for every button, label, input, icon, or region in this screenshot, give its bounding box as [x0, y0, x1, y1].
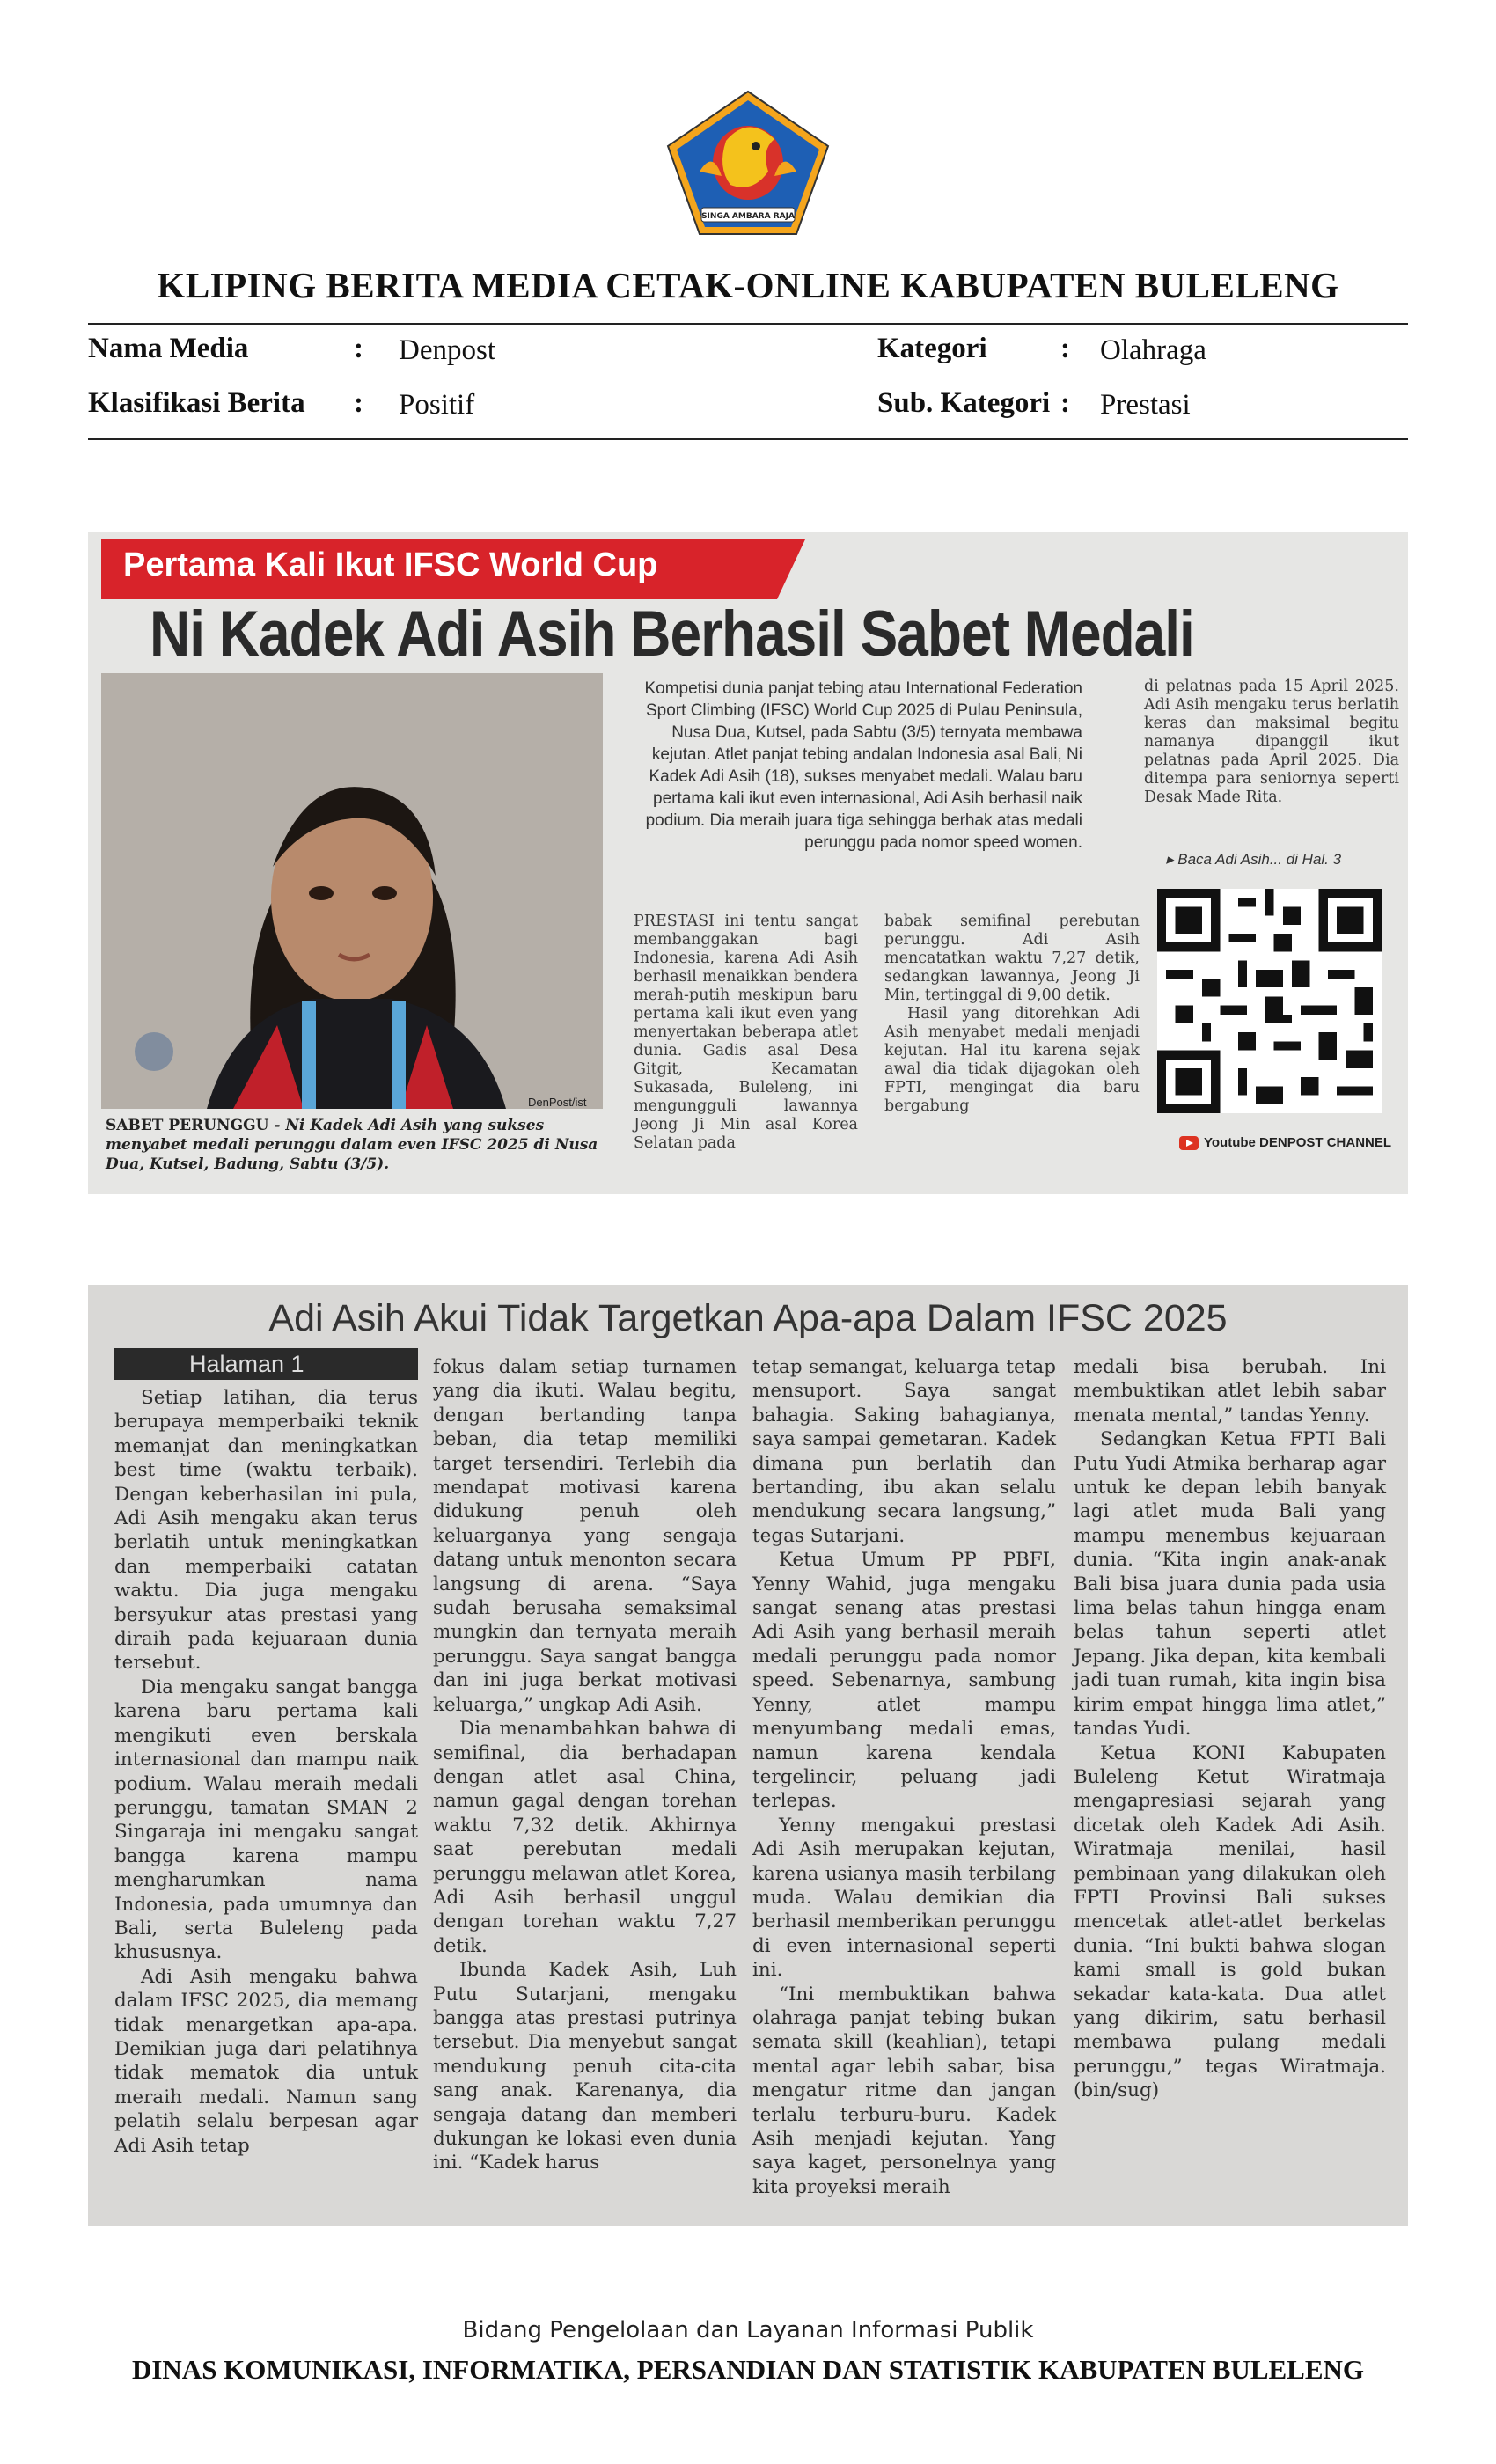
field-label-nama-media: Nama Media — [88, 333, 249, 364]
caption-text: - Ni Kadek Adi Asih yang sukses menyabet medali perunggu dalam even IFSC 2025 di Nusa Dua, Kutsel, Badung, Sabtu (3/5). — [106, 1117, 598, 1173]
article-paragraph: Sedangkan Ketua FPTI Bali Putu Yudi Atmika berharap agar untuk ke depan lebih banyak lagi atlet muda Bali yang mampu menembus kejuaraan dunia. “Kita ingin anak-anak Bali bisa juara dunia pada usia lima belas tahun hingga enam belas tahun seperti atlet Jepang. Jika depan, kita kembali jadi tuan rumah, kita ingin bisa kirim empat hingga lima atlet,” tandas Yudi. — [1074, 1428, 1386, 1741]
youtube-channel-label — [1179, 1135, 1391, 1150]
field-label-kategori: Kategori — [877, 333, 987, 364]
field-label-klasifikasi: Klasifikasi Berita — [88, 387, 305, 419]
athlete-photo — [101, 673, 603, 1109]
clipping-2-headline: Adi Asih Akui Tidak Targetkan Apa-apa Dalam IFSC 2025 — [268, 1297, 1228, 1339]
field-sep: : — [1060, 387, 1070, 419]
field-value-klasifikasi: Positif — [399, 389, 475, 421]
clipping-1-headline: Ni Kadek Adi Asih Berhasil Sabet Medali — [150, 597, 1194, 670]
article-paragraph: Dia mengaku sangat bangga karena baru pertama kali mengikuti even berskala internasional dan mampu naik podium. Walau meraih medali perunggu, tamatan SMAN 2 Singaraja ini mengaku sangat bangga karena mampu mengharumkan nama Indonesia, pada umumnya dan Bali, serta Buleleng pada khususnya. — [114, 1676, 418, 1964]
field-label-sub-kategori: Sub. Kategori — [877, 387, 1051, 419]
photo-credit: DenPost/ist — [528, 1096, 587, 1109]
article-column-3 — [752, 1355, 1056, 2199]
field-sep: : — [354, 333, 363, 364]
buleleng-logo — [664, 88, 832, 238]
continued-reference: ▸ Baca Adi Asih... di Hal. 3 — [1166, 851, 1342, 868]
article-paragraph: Adi Asih mengaku bahwa dalam IFSC 2025, dia memang tidak menargetkan apa-apa. Demikian juga dari pelatihnya tidak mematok dia untuk meraih medali. Namun sang pelatih selalu berpesan agar Adi Asih tetap — [114, 1965, 418, 2157]
news-clipping-2 — [88, 1285, 1408, 2226]
article-paragraph: “Ini membuktikan bahwa olahraga panjat tebing bukan semata skill (keahlian), tetapi mental agar lebih sabar, bisa mengatur ritme dan jangan terlalu terburu-buru. Kadek Asih menjadi kejutan. Yang saya kaget, personelnya yang kita proyeksi meraih — [752, 1983, 1056, 2198]
article-paragraph: Dia menambahkan bahwa di semifinal, dia berhadapan dengan atlet asal China, namun gagal dengan torehan waktu 7,32 detik. Akhirnya saat perebutan medali perunggu melawan atlet Korea, Adi Asih berhasil unggul dengan torehan waktu 7,27 detik. — [433, 1718, 737, 1957]
footer-division: Bidang Pengelolaan dan Layanan Informasi Publik — [462, 2317, 1034, 2343]
article-paragraph: Ketua Umum PP PBFI, Yenny Wahid, juga mengaku sangat senang atas prestasi Adi Asih yang berhasil meraih medali perunggu pada nomor speed. Sebenarnya, sambung Yenny, atlet mampu menyumbang medali emas, namun karena kendala tergelincir, peluang jadi terlepas. — [752, 1549, 1056, 1813]
article-paragraph: tetap semangat, keluarga tetap mensuport. Saya sangat bahagia. Saking bahagianya, saya sampai gemetaran. Kadek dimana pun berlatih dan bertanding, ibu akan selalu mendukung secara langsung,” tegas Sutarjani. — [752, 1356, 1056, 1547]
qr-code-icon[interactable] — [1157, 889, 1382, 1113]
field-sep: : — [1060, 333, 1070, 364]
photo-caption — [106, 1116, 616, 1174]
article-column-b — [884, 913, 1140, 1116]
article-paragraph: fokus dalam setiap turnamen yang dia ikuti. Walau begitu, dengan bertanding tanpa beban, dia tetap memiliki target tersendiri. Terlebih dia mendapat motivasi karena didukung penuh oleh keluarganya yang sengaja datang untuk menonton secara langsung di arena. “Saya sudah berusaha semaksimal mungkin dan ternyata meraih perunggu. Saya sangat bangga dan ini juga berkat motivasi keluarga,” ungkap Adi Asih. — [433, 1356, 737, 1716]
article-column-1 — [114, 1386, 418, 2158]
section-label: Halaman 1 — [114, 1348, 418, 1380]
header-rule-top — [88, 323, 1408, 325]
header-rule-bottom — [88, 438, 1408, 440]
article-column-4 — [1074, 1355, 1386, 2103]
news-clipping-1 — [88, 532, 1408, 1194]
youtube-icon — [1179, 1136, 1199, 1150]
field-sep: : — [354, 387, 363, 419]
lead-paragraph: Kompetisi dunia panjat tebing atau International Federation Sport Climbing (IFSC) World Cup 2025 di Pulau Peninsula, Nusa Dua, Kutsel, pada Sabtu (3/5) ternyata membawa kejutan. Atlet panjat tebing andalan Indonesia asal Bali, Ni Kadek Adi Asih (18), sukses menyabet medali. Walau baru pertama kali ikut even internasional, Adi Asih berhasil naik podium. Dia meraih juara tiga sehingga berhak atas medali perunggu pada nomor speed women. — [644, 679, 1082, 852]
article-paragraph: Ibunda Kadek Asih, Luh Putu Sutarjani, mengaku bangga atas prestasi putrinya tersebut. Dia menyebut sangat mendukung penuh cita-cita sang anak. Karenanya, dia sengaja datang dan memberi dukungan ke lokasi even dunia ini. “Kadek harus — [433, 1959, 737, 2174]
article-column-2 — [433, 1355, 737, 2175]
article-paragraph: Hasil yang ditorehkan Adi Asih menyabet medali menjadi kejutan. Hal itu karena sejak awal dia tidak dijagokan oleh FPTI, mengingat dia baru bergabung — [884, 1005, 1140, 1115]
kicker-text: Pertama Kali Ikut IFSC World Cup — [123, 546, 658, 583]
logo-text: SINGA AMBARA RAJA — [701, 212, 795, 221]
article-column-right-top: di pelatnas pada 15 April 2025. Adi Asih mengaku terus berlatih keras dan maksimal begitu namanya dipanggil ikut pelatnas pada April 2025. Dia ditempa para seniornya seperti Desak Made Rita. — [1144, 678, 1399, 806]
footer-agency: DINAS KOMUNIKASI, INFORMATIKA, PERSANDIAN DAN STATISTIK KABUPATEN BULELENG — [131, 2354, 1365, 2385]
article-paragraph: medali bisa berubah. Ini membuktikan atlet lebih sabar menata mental,” tandas Yenny. — [1074, 1356, 1386, 1426]
article-column-a: PRESTASI ini tentu sangat membanggakan bagi Indonesia, karena Adi Asih berhasil menaikkan bendera merah-putih meskipun baru pertama kali ikut even yang menyertakan beberapa atlet dunia. Gadis asal Desa Gitgit, Kecamatan Sukasada, Buleleng, ini mengungguli lawannya Jeong Ji Min asal Korea Selatan pada — [634, 913, 858, 1152]
field-value-sub-kategori: Prestasi — [1100, 389, 1191, 421]
field-value-nama-media: Denpost — [399, 334, 495, 366]
article-paragraph: Yenny mengakui prestasi Adi Asih merupakan kejutan, karena usianya masih terbilang muda. Walau demikian dia berhasil memberikan perunggu di even internasional seperti ini. — [752, 1814, 1056, 1982]
article-paragraph: babak semifinal perebutan perunggu. Adi Asih mencatatkan waktu 7,27 detik, sedangkan lawannya, Jeong Ji Min, tertinggal di 9,00 detik. — [884, 913, 1140, 1004]
field-value-kategori: Olahraga — [1100, 334, 1206, 366]
caption-lead: SABET PERUNGGU — [106, 1117, 269, 1134]
youtube-channel-text: Youtube DENPOST CHANNEL — [1204, 1135, 1392, 1150]
page-title: KLIPING BERITA MEDIA CETAK-ONLINE KABUPATEN BULELENG — [157, 265, 1339, 305]
article-paragraph: Ketua KONI Kabupaten Buleleng Ketut Wiratmaja mengapresiasi sejarah yang dicetak oleh Kadek Adi Asih. Wiratmaja menilai, hasil pembinaan yang dilakukan oleh FPTI Provinsi Bali sukses mencetak atlet-atlet berkelas dunia. “Ini bukti bahwa slogan kami small is gold bukan sekadar kata-kata. Dua atlet yang dikirim, satu berhasil membawa pulang medali perunggu,” tegas Wiratmaja. (bin/sug) — [1074, 1742, 1386, 2102]
article-paragraph: Setiap latihan, dia terus berupaya memperbaiki teknik memanjat dan meningkatkan best time (waktu terbaik). Dengan keberhasilan ini pula, Adi Asih mengaku akan terus berlatih untuk meningkatkan dan memperbaiki catatan waktu. Dia juga mengaku bersyukur atas prestasi yang diraih pada kejuaraan dunia tersebut. — [114, 1387, 418, 1675]
